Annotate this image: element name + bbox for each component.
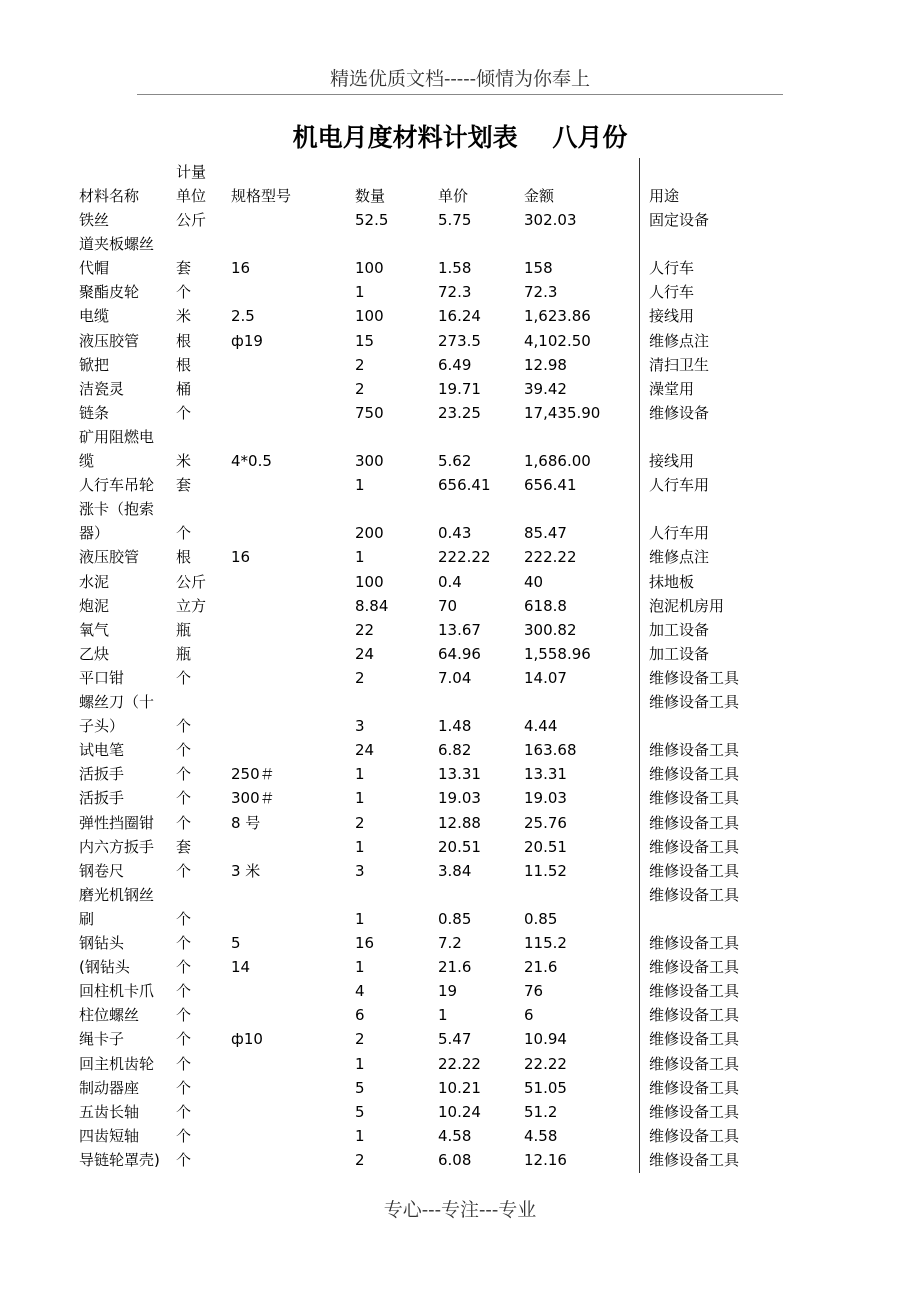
- table-row: [0, 618, 920, 642]
- cell-amount: 20.51: [524, 837, 567, 856]
- cell-unit: 个: [176, 668, 192, 687]
- table-row: [0, 401, 920, 425]
- cell-spec: 14: [231, 958, 251, 977]
- cell-unit-price: 5.62: [438, 452, 472, 470]
- cell-unit-price: 1.58: [438, 259, 472, 278]
- page-footer: 专心---专注---专业: [383, 1199, 537, 1221]
- cell-unit-price: 13.67: [438, 620, 481, 639]
- cell-unit: 个: [176, 1030, 192, 1049]
- header-name: 材料名称: [79, 187, 140, 205]
- cell-quantity: 3: [355, 861, 365, 880]
- cell-amount: 25.76: [524, 813, 567, 832]
- cell-name: 炮泥: [79, 596, 110, 615]
- cell-unit-price: 0.4: [438, 572, 462, 591]
- cell-purpose: 维修设备工具: [649, 765, 740, 784]
- cell-purpose: 维修设备工具: [649, 1054, 740, 1073]
- cell-name: 子头）: [79, 717, 125, 736]
- cell-quantity: 15: [355, 331, 375, 350]
- header-unit: 单位: [176, 187, 207, 205]
- cell-unit: 瓶: [176, 644, 192, 663]
- cell-unit: 个: [176, 765, 192, 784]
- cell-name: 电缆: [79, 307, 110, 326]
- cell-name: 矿用阻燃电: [79, 427, 155, 446]
- table-row: [0, 329, 920, 353]
- cell-purpose: 维修设备工具: [649, 982, 740, 1001]
- cell-unit: 公斤: [176, 211, 207, 229]
- cell-amount: 13.31: [524, 765, 567, 784]
- cell-unit: 个: [176, 1150, 192, 1169]
- cell-amount: 72.3: [524, 283, 558, 302]
- cell-quantity: 2: [355, 355, 365, 374]
- table-row: [0, 811, 920, 835]
- table-row: [0, 907, 920, 931]
- cell-purpose: 维修设备工具: [649, 813, 740, 832]
- cell-name: 铁丝: [79, 211, 110, 229]
- cell-spec: 5: [231, 934, 241, 952]
- cell-name: 五齿长轴: [79, 1102, 140, 1121]
- cell-unit: 桶: [176, 379, 192, 398]
- cell-quantity: 1: [355, 476, 365, 495]
- cell-purpose: 清扫卫生: [649, 355, 710, 374]
- cell-quantity: 5: [355, 1078, 365, 1097]
- cell-unit: 个: [176, 1054, 192, 1073]
- cell-unit: 米: [176, 452, 192, 470]
- table-header-top-row: [0, 160, 920, 184]
- cell-amount: 10.94: [524, 1030, 567, 1049]
- cell-unit: 根: [176, 355, 192, 374]
- cell-unit: 个: [176, 813, 192, 832]
- cell-purpose: 维修点注: [649, 331, 710, 350]
- cell-quantity: 100: [355, 259, 384, 278]
- cell-name: 螺丝刀（十: [79, 693, 155, 711]
- table-row: [0, 666, 920, 690]
- cell-unit: 个: [176, 741, 192, 760]
- cell-amount: 163.68: [524, 741, 577, 760]
- table-row: [0, 1124, 920, 1148]
- cell-amount: 51.2: [524, 1102, 558, 1121]
- cell-purpose: 维修设备工具: [649, 1006, 740, 1025]
- cell-name: (钢钻头: [79, 958, 130, 977]
- cell-quantity: 5: [355, 1102, 365, 1121]
- cell-name: 缆: [79, 452, 95, 470]
- table-row: [0, 714, 920, 738]
- table-row: [0, 425, 920, 449]
- cell-amount: 1,686.00: [524, 452, 591, 470]
- cell-unit: 米: [176, 307, 192, 326]
- table-row: [0, 449, 920, 473]
- cell-quantity: 1: [355, 958, 365, 977]
- cell-quantity: 2: [355, 1150, 365, 1169]
- table-row: [0, 545, 920, 569]
- table-row: [0, 377, 920, 401]
- cell-quantity: 2: [355, 668, 365, 687]
- cell-unit: 个: [176, 982, 192, 1001]
- cell-purpose: 澡堂用: [649, 379, 695, 398]
- cell-unit-price: 10.24: [438, 1102, 481, 1121]
- cell-quantity: 24: [355, 644, 375, 663]
- cell-unit: 个: [176, 283, 192, 302]
- cell-amount: 12.16: [524, 1150, 567, 1169]
- header-quantity: 数量: [355, 187, 386, 205]
- cell-unit-price: 12.88: [438, 813, 481, 832]
- cell-quantity: 1: [355, 1054, 365, 1073]
- cell-amount: 4.44: [524, 717, 558, 736]
- cell-quantity: 2: [355, 1030, 365, 1049]
- cell-amount: 618.8: [524, 596, 567, 615]
- table-row: [0, 497, 920, 521]
- cell-purpose: 加工设备: [649, 644, 710, 663]
- table-row: [0, 955, 920, 979]
- cell-name: 钢卷尺: [79, 861, 125, 880]
- cell-unit-price: 5.47: [438, 1030, 472, 1049]
- cell-name: 绳卡子: [79, 1030, 125, 1049]
- cell-amount: 11.52: [524, 861, 567, 880]
- cell-quantity: 16: [355, 934, 375, 952]
- cell-unit: 套: [176, 837, 192, 856]
- header-spec: 规格型号: [231, 187, 292, 205]
- cell-spec: 4*0.5: [231, 452, 272, 470]
- table-row: [0, 594, 920, 618]
- cell-purpose: 维修设备工具: [649, 1030, 740, 1049]
- cell-spec: 16: [231, 259, 251, 278]
- table-row: [0, 738, 920, 762]
- cell-spec: ф10: [231, 1030, 263, 1049]
- cell-unit-price: 6.49: [438, 355, 472, 374]
- cell-spec: 300＃: [231, 789, 275, 808]
- header-unit-price: 单价: [438, 187, 469, 205]
- cell-amount: 17,435.90: [524, 403, 601, 422]
- cell-spec: 250＃: [231, 765, 275, 784]
- cell-name: 试电笔: [79, 741, 125, 760]
- cell-quantity: 52.5: [355, 211, 389, 229]
- cell-unit: 个: [176, 1078, 192, 1097]
- table-row: [0, 1003, 920, 1027]
- table-header-row: [0, 184, 920, 208]
- cell-unit-price: 19: [438, 982, 458, 1001]
- cell-name: 乙炔: [79, 644, 110, 663]
- cell-quantity: 1: [355, 837, 365, 856]
- document-title: 机电月度材料计划表 八月份: [292, 123, 628, 152]
- cell-spec: 2.5: [231, 307, 255, 326]
- table-row: [0, 786, 920, 810]
- cell-unit-price: 1.48: [438, 717, 472, 736]
- cell-unit-price: 22.22: [438, 1054, 481, 1073]
- cell-unit-price: 6.82: [438, 741, 472, 760]
- cell-quantity: 750: [355, 403, 384, 422]
- cell-purpose: 维修设备工具: [649, 741, 740, 760]
- cell-purpose: 人行车: [649, 259, 695, 278]
- cell-amount: 1,558.96: [524, 644, 591, 663]
- cell-unit-price: 72.3: [438, 283, 472, 302]
- cell-unit: 个: [176, 861, 192, 880]
- table-row: [0, 859, 920, 883]
- cell-quantity: 22: [355, 620, 375, 639]
- cell-quantity: 100: [355, 572, 384, 591]
- cell-name: 导链轮罩壳): [79, 1150, 160, 1169]
- cell-name: 器）: [79, 524, 110, 543]
- cell-quantity: 6: [355, 1006, 365, 1025]
- cell-amount: 300.82: [524, 620, 577, 639]
- cell-quantity: 1: [355, 1126, 365, 1145]
- cell-purpose: 维修设备: [649, 403, 710, 422]
- cell-unit: 个: [176, 789, 192, 808]
- cell-amount: 6: [524, 1006, 534, 1025]
- cell-quantity: 1: [355, 789, 365, 808]
- cell-unit: 公斤: [176, 572, 207, 591]
- cell-name: 磨光机钢丝: [79, 885, 155, 904]
- cell-unit-price: 0.85: [438, 909, 472, 928]
- cell-unit: 根: [176, 331, 192, 350]
- cell-purpose: 接线用: [649, 307, 695, 326]
- cell-amount: 656.41: [524, 476, 577, 495]
- cell-name: 回柱机卡爪: [79, 982, 155, 1001]
- cell-name: 刷: [79, 909, 95, 928]
- cell-purpose: 人行车用: [649, 476, 710, 495]
- cell-name: 链条: [79, 403, 110, 422]
- cell-name: 代帽: [79, 259, 110, 278]
- cell-amount: 0.85: [524, 909, 558, 928]
- cell-quantity: 1: [355, 909, 365, 928]
- table-row: [0, 931, 920, 955]
- cell-quantity: 2: [355, 379, 365, 398]
- table-row: [0, 280, 920, 304]
- cell-quantity: 1: [355, 548, 365, 567]
- cell-unit: 个: [176, 958, 192, 977]
- table-row: [0, 1100, 920, 1124]
- cell-unit: 套: [176, 259, 192, 278]
- cell-quantity: 24: [355, 741, 375, 760]
- table-row: [0, 642, 920, 666]
- cell-unit-price: 16.24: [438, 307, 481, 326]
- table-row: [0, 690, 920, 714]
- table-row: [0, 570, 920, 594]
- cell-purpose: 维修设备工具: [649, 1126, 740, 1145]
- cell-amount: 158: [524, 259, 553, 278]
- cell-name: 洁瓷灵: [79, 379, 125, 398]
- cell-unit-price: 7.2: [438, 934, 462, 952]
- table-row: [0, 232, 920, 256]
- cell-purpose: 抹地板: [649, 572, 695, 591]
- cell-amount: 85.47: [524, 524, 567, 543]
- cell-unit-price: 23.25: [438, 403, 481, 422]
- cell-purpose: 维修设备工具: [649, 668, 740, 687]
- cell-spec: 16: [231, 548, 251, 567]
- cell-purpose: 维修点注: [649, 548, 710, 567]
- cell-unit: 瓶: [176, 620, 192, 639]
- cell-quantity: 4: [355, 982, 365, 1001]
- table-row: [0, 473, 920, 497]
- cell-unit-price: 19.71: [438, 379, 481, 398]
- cell-unit: 套: [176, 476, 192, 495]
- cell-name: 活扳手: [79, 765, 125, 784]
- cell-purpose: 维修设备工具: [649, 1150, 740, 1169]
- cell-purpose: 维修设备工具: [649, 693, 740, 711]
- cell-unit: 个: [176, 1126, 192, 1145]
- table-row: [0, 1052, 920, 1076]
- cell-unit-price: 19.03: [438, 789, 481, 808]
- cell-unit-price: 3.84: [438, 861, 472, 880]
- cell-name: 平口钳: [79, 668, 125, 687]
- unit-header-top: 计量: [176, 163, 207, 181]
- header-amount: 金额: [524, 187, 555, 205]
- table-row: [0, 762, 920, 786]
- cell-unit-price: 656.41: [438, 476, 491, 495]
- table-row: [0, 208, 920, 232]
- cell-name: 涨卡（抱索: [79, 500, 155, 519]
- cell-unit-price: 222.22: [438, 548, 491, 567]
- cell-purpose: 固定设备: [649, 211, 710, 229]
- cell-unit-price: 273.5: [438, 331, 481, 350]
- cell-unit: 个: [176, 717, 192, 736]
- cell-name: 弹性挡圈钳: [79, 813, 155, 832]
- cell-unit: 个: [176, 909, 192, 928]
- header-purpose: 用途: [649, 187, 680, 205]
- cell-amount: 12.98: [524, 355, 567, 374]
- cell-amount: 51.05: [524, 1078, 567, 1097]
- table-row: [0, 1076, 920, 1100]
- cell-spec: ф19: [231, 331, 263, 350]
- cell-name: 四齿短轴: [79, 1126, 140, 1145]
- cell-amount: 22.22: [524, 1054, 567, 1073]
- cell-unit-price: 70: [438, 596, 458, 615]
- cell-name: 聚酯皮轮: [79, 283, 140, 302]
- cell-purpose: 维修设备工具: [649, 837, 740, 856]
- cell-unit-price: 21.6: [438, 958, 472, 977]
- cell-purpose: 接线用: [649, 452, 695, 470]
- cell-amount: 14.07: [524, 668, 567, 687]
- table-row: [0, 1148, 920, 1172]
- cell-amount: 222.22: [524, 548, 577, 567]
- table-row: [0, 304, 920, 328]
- cell-purpose: 加工设备: [649, 620, 710, 639]
- cell-name: 制动器座: [79, 1078, 140, 1097]
- cell-name: 道夹板螺丝: [79, 235, 155, 254]
- cell-purpose: 维修设备工具: [649, 1078, 740, 1097]
- cell-name: 氧气: [79, 620, 110, 639]
- cell-quantity: 300: [355, 452, 384, 470]
- table-row: [0, 353, 920, 377]
- cell-quantity: 8.84: [355, 596, 389, 615]
- cell-unit-price: 64.96: [438, 644, 481, 663]
- cell-name: 柱位螺丝: [79, 1006, 140, 1025]
- cell-name: 锨把: [79, 355, 110, 374]
- cell-amount: 39.42: [524, 379, 567, 398]
- cell-unit-price: 20.51: [438, 837, 481, 856]
- cell-purpose: 维修设备工具: [649, 789, 740, 808]
- cell-quantity: 100: [355, 307, 384, 326]
- cell-name: 人行车吊轮: [79, 476, 155, 495]
- cell-quantity: 1: [355, 765, 365, 784]
- cell-purpose: 泡泥机房用: [649, 596, 725, 615]
- header-divider: [137, 94, 783, 95]
- cell-amount: 40: [524, 572, 544, 591]
- cell-amount: 21.6: [524, 958, 558, 977]
- cell-unit: 立方: [176, 596, 207, 615]
- cell-unit-price: 7.04: [438, 668, 472, 687]
- cell-amount: 115.2: [524, 934, 567, 952]
- cell-purpose: 人行车用: [649, 524, 710, 543]
- cell-amount: 4,102.50: [524, 331, 591, 350]
- cell-name: 液压胶管: [79, 331, 140, 350]
- cell-purpose: 维修设备工具: [649, 1102, 740, 1121]
- cell-amount: 1,623.86: [524, 307, 591, 326]
- cell-amount: 76: [524, 982, 544, 1001]
- table-row: [0, 883, 920, 907]
- cell-purpose: 维修设备工具: [649, 958, 740, 977]
- cell-unit-price: 4.58: [438, 1126, 472, 1145]
- cell-quantity: 2: [355, 813, 365, 832]
- cell-amount: 19.03: [524, 789, 567, 808]
- cell-name: 内六方扳手: [79, 837, 155, 856]
- cell-name: 活扳手: [79, 789, 125, 808]
- cell-unit-price: 13.31: [438, 765, 481, 784]
- cell-unit-price: 6.08: [438, 1150, 472, 1169]
- cell-unit-price: 5.75: [438, 211, 472, 229]
- table-row: [0, 1027, 920, 1051]
- cell-unit-price: 1: [438, 1006, 448, 1025]
- cell-spec: 3 米: [231, 861, 261, 880]
- cell-purpose: 维修设备工具: [649, 861, 740, 880]
- table-row: [0, 521, 920, 545]
- cell-name: 钢钻头: [79, 934, 125, 952]
- cell-unit: 个: [176, 403, 192, 422]
- cell-purpose: 维修设备工具: [649, 934, 740, 952]
- table-row: [0, 835, 920, 859]
- cell-unit: 个: [176, 934, 192, 952]
- cell-quantity: 200: [355, 524, 384, 543]
- cell-purpose: 人行车: [649, 283, 695, 302]
- cell-name: 回主机齿轮: [79, 1054, 155, 1073]
- cell-unit: 个: [176, 524, 192, 543]
- cell-unit-price: 0.43: [438, 524, 472, 543]
- table-row: [0, 256, 920, 280]
- cell-name: 液压胶管: [79, 548, 140, 567]
- cell-name: 水泥: [79, 572, 110, 591]
- cell-quantity: 1: [355, 283, 365, 302]
- cell-unit: 根: [176, 548, 192, 567]
- cell-purpose: 维修设备工具: [649, 885, 740, 904]
- cell-amount: 4.58: [524, 1126, 558, 1145]
- cell-unit: 个: [176, 1006, 192, 1025]
- cell-unit: 个: [176, 1102, 192, 1121]
- cell-unit-price: 10.21: [438, 1078, 481, 1097]
- cell-quantity: 3: [355, 717, 365, 736]
- cell-spec: 8 号: [231, 813, 261, 832]
- cell-amount: 302.03: [524, 211, 577, 229]
- table-row: [0, 979, 920, 1003]
- page-header: 精选优质文档-----倾情为你奉上: [329, 68, 591, 90]
